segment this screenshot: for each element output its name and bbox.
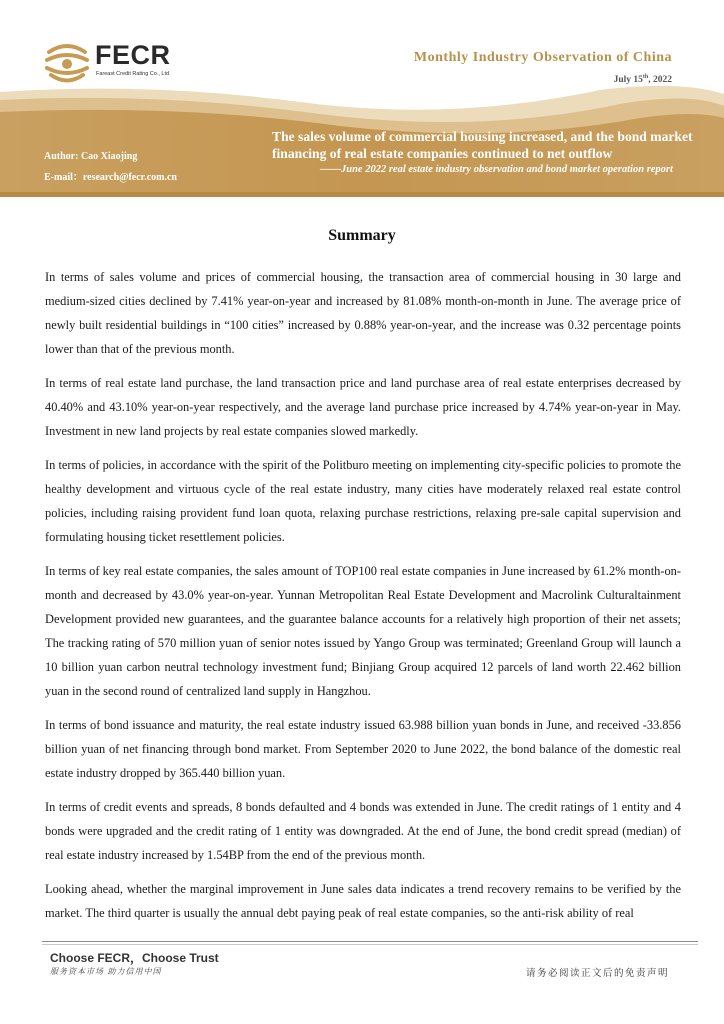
publication-date: July 15th, 2022 (613, 74, 672, 86)
report-subheadline: ——June 2022 real estate industry observation and bond market operation report (320, 164, 673, 175)
author-email[interactable]: E-mail：research@fecr.com.cn (44, 172, 177, 183)
author-block (44, 146, 177, 188)
summary-heading: Summary (328, 227, 396, 244)
author-name: Author: Cao Xiaojing (44, 151, 138, 162)
footer-slogan: Choose FECR，Choose Trust (50, 951, 219, 965)
footer-divider (42, 941, 698, 942)
fecr-emblem-icon (44, 40, 90, 84)
footer-divider-secondary (42, 944, 698, 945)
logo-brand-text: FECR (95, 40, 171, 70)
summary-paragraph: Looking ahead, whether the marginal improvement in June sales data indicates a trend recovery remains to be verified by the market. The third quarter is usually the annual debt paying peak of real estate companies, so the anti-risk ability of real (45, 882, 681, 920)
logo-company-name: Fareast Credit Rating Co., Ltd (96, 71, 170, 77)
summary-paragraph: In terms of sales volume and prices of commercial housing, the transaction area of commercial housing in 30 large and medium-sized cities declined by 7.41% year-on-year and increased by 81.08% month-on-month in June. The average price of newly built residential buildings in “100 cities” increased by 0.88% year-on-year, and the increase was 0.32 percentage points lower than that of the previous month. (45, 270, 681, 356)
footer-slogan-chinese: 服务资本市场 助力信用中国 (50, 967, 162, 976)
summary-paragraph: In terms of credit events and spreads, 8 bonds defaulted and 4 bonds was extended in June. The credit ratings of 1 entity and 4 bonds were upgraded and the credit rating of 1 entity was downgraded. At the end of June, the bond credit spread (median) of real estate industry increased by 1.54BP from the end of the previous month. (45, 800, 681, 862)
summary-paragraph: In terms of key real estate companies, the sales amount of TOP100 real estate companies in June increased by 61.2% month-on-month and decreased by 43.0% year-on-year. Yunnan Metropolitan Real Estate Development and Macrolink Culturaltainment Development provided new guarantees, and the guarantee balance accounts for a relatively high proportion of their net assets; The tracking rating of 570 million yuan of senior notes issued by Yango Group was terminated; Greenland Group will launch a 10 billion yuan carbon neutral technology investment fund; Binjiang Group acquired 12 parcels of land worth 22.462 billion yuan in the second round of centralized land supply in Hangzhou. (45, 564, 681, 698)
footer-disclaimer: 请务必阅读正文后的免责声明 (525, 968, 669, 979)
summary-body (45, 265, 681, 935)
summary-paragraph: In terms of real estate land purchase, the land transaction price and land purchase area of real estate enterprises decreased by 40.40% and 43.10% year-on-year respectively, and the average land purchase price increased by 4.74% year-on-year in May. Investment in new land projects by real estate companies slowed markedly. (45, 376, 681, 438)
report-headline: The sales volume of commercial housing increased, and the bond market financing of real estate companies continued to net outflow (272, 129, 693, 161)
summary-paragraph: In terms of policies, in accordance with the spirit of the Politburo meeting on implementing city-specific policies to promote the healthy development and virtuous cycle of the real estate industry, many cities have moderately relaxed real estate control policies, including raising provident fund loan quota, relaxing purchase restrictions, relaxing pre-sale capital supervision and formulating housing ticket resettlement policies. (45, 458, 681, 544)
fecr-logo (44, 40, 194, 84)
series-title: Monthly Industry Observation of China (413, 50, 672, 65)
summary-paragraph: In terms of bond issuance and maturity, the real estate industry issued 63.988 billion yuan bonds in June, and received -33.856 billion yuan of net financing through bond market. From September 2020 to June 2022, the bond balance of the domestic real estate industry dropped by 365.440 billion yuan. (45, 718, 681, 780)
